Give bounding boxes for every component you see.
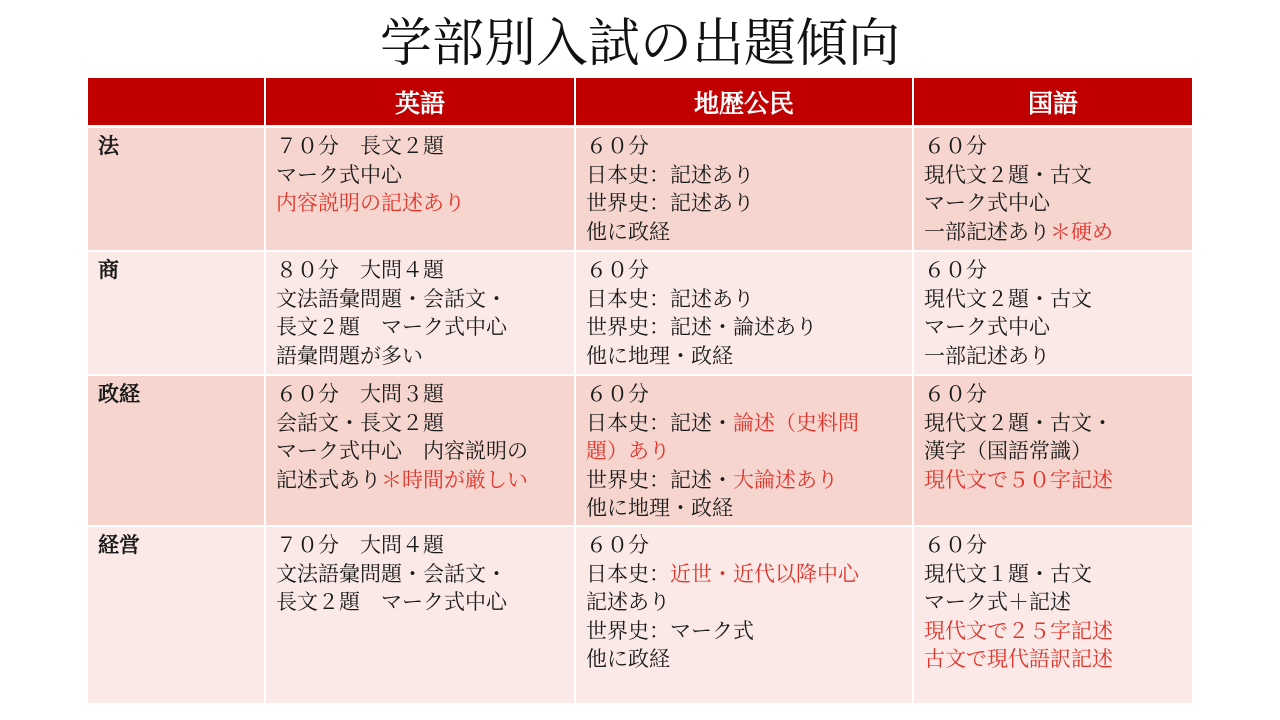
faculty-cell: 商 [88,251,265,375]
cell-line [586,380,904,409]
cell-text: ６０分 [924,134,987,158]
highlight-text: 内容説明の記述あり [276,191,465,215]
highlight-text: ＊時間が厳しい [381,467,528,492]
cell-text: 他に地理・政経 [586,496,733,520]
cell-line [924,161,1184,190]
history-civics-cell [575,251,913,375]
cell-text: 長文２題 マーク式中心 [276,315,507,339]
cell-text: 世界史：マーク式 [586,618,754,643]
highlight-text: 題）あり [586,439,670,463]
cell-text: ８０分 大問４題 [276,258,444,282]
cell-text: 世界史：記述・ [586,467,733,492]
cell-line [276,256,566,285]
cell-line [586,437,904,466]
cell-line [586,132,904,161]
cell-line [924,409,1184,438]
cell-line [586,466,904,495]
cell-text: マーク式中心 [924,191,1050,215]
cell-text: ６０分 [586,533,649,557]
cell-text: ７０分 長文２題 [276,134,444,158]
cell-line [586,285,904,314]
cell-text: 記述あり [586,590,670,614]
cell-line [586,342,904,371]
cell-line [924,189,1184,218]
cell-line [586,189,904,218]
cell-text: 文法語彙問題・会話文・ [276,561,507,586]
cell-line [586,494,904,523]
cell-line [586,588,904,617]
cell-text: 長文２題 マーク式中心 [276,590,507,614]
cell-text: 一部記述あり [924,343,1050,368]
cell-text: ６０分 [586,134,649,158]
cell-line [276,342,566,371]
cell-text: 語彙問題が多い [276,343,423,368]
cell-line [586,560,904,589]
history-civics-cell [575,526,913,704]
cell-text: ６０分 [924,382,987,406]
table-row [88,127,1192,252]
cell-text: 現代文２題・古文 [924,286,1092,311]
cell-text: 現代文２題・古文 [924,162,1092,187]
cell-line [276,313,566,342]
cell-line [924,342,1184,371]
table-row [88,526,1192,704]
table-row [88,251,1192,375]
cell-line [924,531,1184,560]
cell-line [586,161,904,190]
highlight-text: 論述（史料問 [733,410,859,435]
cell-text: マーク式＋記述 [924,590,1071,614]
cell-line [924,132,1184,161]
english-cell [265,251,575,375]
page-title: 学部別入試の出題傾向 [379,14,900,74]
cell-text: 世界史：記述・論述あり [586,315,817,339]
cell-text: 文法語彙問題・会話文・ [276,286,507,311]
cell-text: 現代文２題・古文・ [924,410,1113,435]
cell-text: 他に政経 [586,219,670,244]
cell-text: 日本史： [586,561,670,586]
cell-text: 漢字（国語常識） [924,439,1092,463]
cell-line [924,218,1184,247]
cell-text: マーク式中心 [924,315,1050,339]
cell-text: 世界史：記述あり [586,191,754,215]
cell-line [586,645,904,674]
cell-line [586,256,904,285]
cell-text: 他に政経 [586,647,670,671]
cell-text: 日本史：記述・ [586,410,733,435]
history-civics-cell [575,127,913,252]
japanese-cell [913,375,1192,526]
header-history-civics: 地歴公民 [575,78,913,127]
highlight-text: 近世・近代以降中心 [670,561,859,586]
cell-line [586,531,904,560]
history-civics-cell [575,375,913,526]
highlight-text: 古文で現代語訳記述 [924,647,1113,671]
cell-line [276,132,566,161]
cell-line [924,560,1184,589]
cell-text: 現代文１題・古文 [924,561,1092,586]
japanese-cell [913,526,1192,704]
cell-line [924,380,1184,409]
cell-line [276,409,566,438]
english-cell [265,526,575,704]
cell-line [924,437,1184,466]
cell-text: 記述式あり [276,467,381,492]
cell-line [924,466,1184,495]
cell-text: ６０分 大問３題 [276,382,444,406]
japanese-cell [913,251,1192,375]
english-cell [265,127,575,252]
cell-line [586,409,904,438]
cell-line [586,617,904,646]
cell-text: マーク式中心 内容説明の [276,439,528,463]
cell-line [924,256,1184,285]
cell-line [276,588,566,617]
cell-text: 一部記述あり [924,219,1050,244]
cell-line [924,645,1184,674]
highlight-text: 現代文で５０字記述 [924,467,1113,492]
header-faculty [88,78,265,127]
cell-line [276,161,566,190]
cell-text: ６０分 [586,258,649,282]
cell-line [924,285,1184,314]
cell-text: 日本史：記述あり [586,162,754,187]
cell-text: マーク式中心 [276,162,402,187]
cell-line [276,380,566,409]
highlight-text: ＊硬め [1050,219,1113,244]
cell-line [276,466,566,495]
cell-line [924,588,1184,617]
cell-text: ６０分 [924,258,987,282]
header-row [88,78,1192,127]
exam-trend-table [88,78,1192,705]
cell-line [276,189,566,218]
faculty-cell: 法 [88,127,265,252]
faculty-cell: 政経 [88,375,265,526]
cell-line [924,617,1184,646]
cell-line [586,218,904,247]
cell-line [276,531,566,560]
cell-text: ６０分 [924,533,987,557]
cell-line [586,313,904,342]
cell-text: 会話文・長文２題 [276,410,444,435]
cell-text: 日本史：記述あり [586,286,754,311]
faculty-cell: 経営 [88,526,265,704]
english-cell [265,375,575,526]
cell-line [276,285,566,314]
cell-line [924,313,1184,342]
cell-text: 他に地理・政経 [586,343,733,368]
highlight-text: 大論述あり [733,467,838,492]
table-row [88,375,1192,526]
header-japanese: 国語 [913,78,1192,127]
cell-line [276,560,566,589]
highlight-text: 現代文で２５字記述 [924,618,1113,643]
cell-text: ７０分 大問４題 [276,533,444,557]
japanese-cell [913,127,1192,252]
cell-line [276,437,566,466]
header-english: 英語 [265,78,575,127]
cell-text: ６０分 [586,382,649,406]
